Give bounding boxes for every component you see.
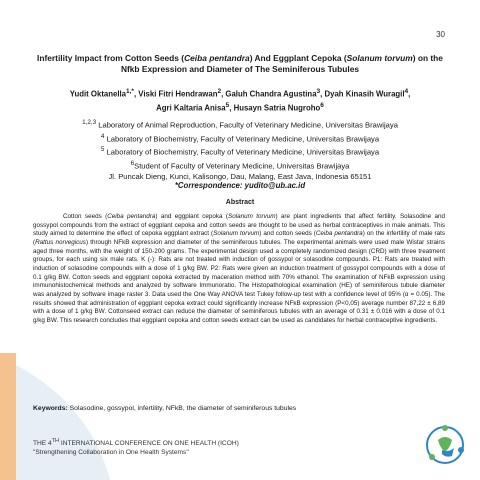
conference-name (33, 437, 239, 448)
conference-prefix: THE 4 (33, 440, 52, 448)
decorative-corner-art (0, 345, 120, 480)
abstract-part-italic: Solanum torvum (213, 230, 260, 238)
author-name: Agri Kaltaria Anisa (156, 103, 226, 113)
affiliation-line (30, 144, 450, 158)
keywords-line (33, 405, 450, 412)
author-sup: 4 (404, 88, 409, 95)
abstract-heading: Abstract (225, 199, 255, 206)
keywords-label: Keywords: (33, 405, 68, 412)
author-line (30, 86, 450, 100)
author-line (30, 100, 450, 114)
affiliation-text: Laboratory of Biochemistry, Faculty of Veterinary Medicine, Universitas Brawijaya (104, 134, 380, 144)
logo-dot (429, 454, 435, 460)
affiliation-text: Student of Faculty of Veterinary Medicine, Universitas Brawijaya (134, 161, 350, 171)
conference-footer (33, 437, 239, 457)
affiliation-sup: 6 (130, 159, 135, 167)
conference-rest: INTERNATIONAL CONFERENCE ON ONE HEALTH (ICOH) (59, 440, 239, 448)
author-sup: 1,* (126, 88, 134, 95)
affiliation-sup: 4 (100, 132, 105, 140)
author-sup: 5 (225, 101, 230, 109)
abstract-part-italic: Ceiba pentandra (107, 213, 156, 220)
affiliation-sup: 1,2,3 (82, 119, 97, 126)
abstract-part-italic: Rattus norvegicus (35, 238, 86, 246)
title-part: Infertility Impact from Cotton Seeds ( (37, 53, 185, 63)
correspondence-email: *Correspondence: yudito@ub.ac.id (174, 181, 306, 190)
affiliation-text: Laboratory of Biochemistry, Faculty of Veterinary Medicine, Universitas Brawijaya (104, 147, 380, 157)
author-sup: 2 (217, 88, 222, 95)
abstract-part-italic: Ceiba pentandra (315, 230, 363, 238)
author-name: , Husayn Satria Nugroho (229, 103, 321, 113)
author-name: , Dyah Kinasih Wuragil (320, 89, 405, 99)
author-sup: 3 (316, 88, 321, 95)
abstract-part: ) through NFkB expression and diameter of the seminiferous tubules. The experimental animals were used male Wistar strains aged three months, with the weight of 150-200 grams. The experimental design used a completely randomized design (CRD) with three treatment groups, for each using six male rats. K (-): Rats are not treated with induction of gossypol or solasodine compounds. P1: Rats are treated with induction of solasodine compounds with a dose of 1 g/kg BW. P2: Rats were given an induction treatment of gossypol compounds with a dose of 0.1 g/kg BW. Cotton seeds and eggplant cepoka extracted by maceration method with 70% ethanol. The examination of NFkB expression using immunohistochemical methods and analyzed by software Immunoratio. The Histopathological examination (HE) of seminiferous tubule diameter was analyzed by software image raster 3. Data used the One Way ANOVA test Tukey follow-up test with a confidence level of 95% (α = 0.05). The results showed that administration of eggplant cepoka extract could significantly increase NFkB expression (P<0,05) average number 87,22 ± 6,89 with a dose of 1 g/kg BW. Cottonseed extract can reduce the diameter of seminiferous tubules with an average of 0.31 ± 0.016 with a dose of 0.1 g/kg BW. This research concludes that eggplant cepoka and cotton seeds extract can be used as candidates for herbal contraceptive ingredients. (33, 238, 445, 324)
title-part: ) And Eggplant Cepoka ( (249, 53, 347, 63)
author-list (30, 86, 450, 113)
abstract-part: ) are plant ingredients that affect fertility. Solasodine and gossypol compounds from the extract of eggplant cepoka and cotton seeds are thought to be used as herbal contraceptives in male animals. This study aimed to determine the effect of cepoka eggplant extract ( (33, 213, 445, 238)
affiliation-text: Laboratory of Animal Reproduction, Faculty of Veterinary Medicine, Universitas Brawijaya (96, 120, 398, 130)
author-separator: , (408, 89, 411, 99)
logo-dot (442, 425, 448, 431)
author-name: , Viski Fitri Hendrawan (133, 89, 218, 99)
abstract-part: ) on the infertility of male rats ( (33, 230, 445, 246)
abstract-part-italic: Solanum torvum (228, 213, 276, 220)
title-part-italic: Ceiba pentandra (184, 53, 250, 63)
logo-leaf (438, 437, 452, 452)
page-number: 30 (436, 30, 445, 39)
affiliation-line (30, 117, 450, 131)
conference-sup: TH (51, 438, 60, 444)
affiliation-sup: 5 (100, 146, 105, 154)
keywords-text: Solasodine, gossypol, infertility, NFkB, the diameter of seminiferous tubules (67, 405, 297, 412)
affiliation-list (30, 117, 450, 182)
conference-theme: "Strengthening Collaboration in One Health Systems" (33, 449, 189, 457)
abstract-part: ) and cotton seeds ( (259, 230, 316, 238)
paper-title (30, 53, 450, 75)
abstract-body (33, 213, 445, 326)
affiliation-line (30, 131, 450, 145)
abstract-part: Cotton seeds ( (63, 213, 108, 220)
affiliation-address: Jl. Puncak Dieng, Kunci, Kalisongo, Dau, Malang, East Java, Indonesia 65151 (108, 172, 372, 182)
abstract-part: ) and eggplant cepoka ( (155, 213, 228, 220)
author-name: , Galuh Chandra Agustina (221, 89, 317, 99)
one-health-globe-logo-icon (420, 420, 470, 470)
author-sup: 6 (320, 101, 324, 109)
corner-orange-bar (0, 353, 16, 480)
title-part-italic: Solanum torvum (346, 53, 413, 63)
logo-dot (458, 447, 464, 453)
title-part: ) on the Nfkb Expression and Diameter of The Seminiferous Tubules (120, 53, 443, 74)
affiliation-line (30, 158, 450, 172)
author-name: Yudit Oktanella (69, 89, 127, 99)
